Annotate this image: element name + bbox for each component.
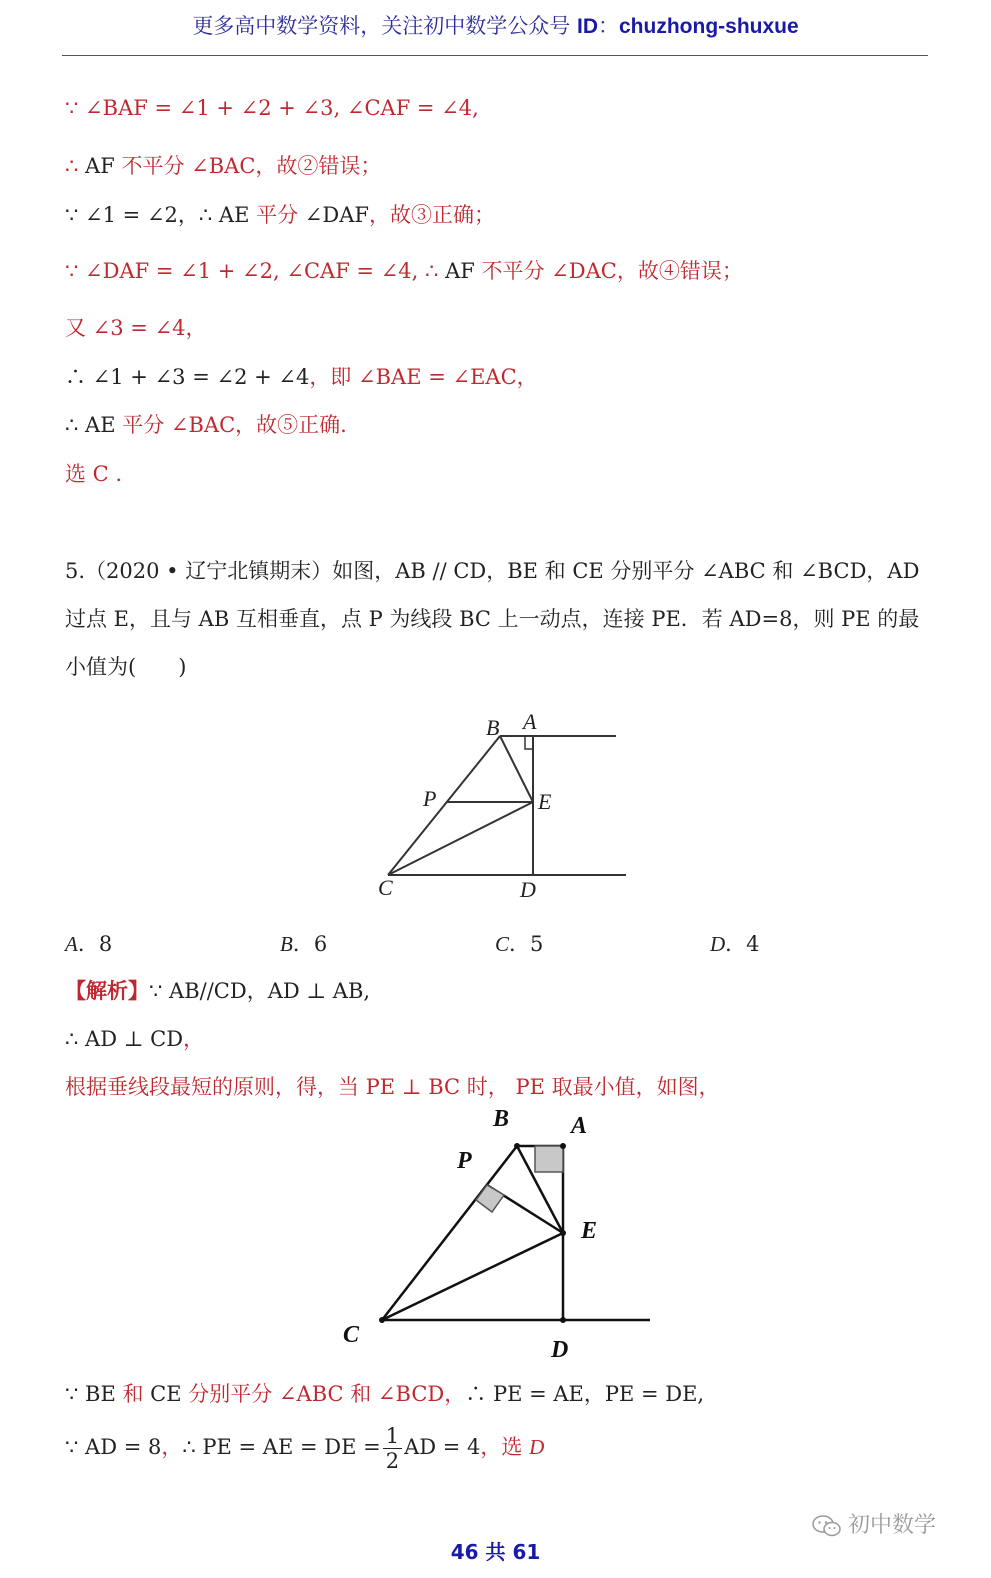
- question-line-1: 5.（2020 • 辽宁北镇期末）如图，AB // CD，BE 和 CE 分别平分 ∠ABC 和 ∠BCD，AD: [65, 559, 920, 583]
- watermark: 初中数学: [812, 1508, 936, 1539]
- fraction-one-half: $\frac{1}{2}$: [383, 1424, 402, 1473]
- point-d: [560, 1317, 566, 1323]
- label-e: E: [581, 1218, 598, 1244]
- right-angle-mark-p: [476, 1185, 504, 1212]
- point-a: [560, 1143, 566, 1149]
- segment-ce: [388, 802, 533, 875]
- option-c: C．5: [495, 932, 544, 956]
- figure-1: [370, 705, 640, 910]
- label-p: P: [457, 1148, 472, 1174]
- header-sep: ：: [598, 14, 619, 38]
- conclusion-line-2: ∵ AD = 8，∴ PE = AE = DE = $\frac{1}{2}$ AD = 4，选 D: [65, 1424, 545, 1473]
- header-account: chuzhong-shuxue: [619, 15, 799, 38]
- point-e: [560, 1230, 566, 1236]
- wechat-icon: [812, 1515, 842, 1537]
- conclusion-line-1: ∵ BE 和 CE 分别平分 ∠ABC 和 ∠BCD，∴ PE = AE，PE = DE,: [65, 1382, 705, 1406]
- segment-bc: [382, 1146, 517, 1320]
- label-b: B: [486, 715, 500, 740]
- analysis-line-3: 根据垂线段最短的原则，得，当 PE ⊥ BC 时， PE 取最小值，如图，: [65, 1075, 720, 1099]
- question-line-2: 过点 E，且与 AB 互相垂直，点 P 为线段 BC 上一动点，连接 PE．若 AD=8，则 PE 的最: [65, 607, 920, 631]
- point-b: [514, 1143, 520, 1149]
- label-b: B: [493, 1106, 510, 1132]
- page-footer: 46 共 61: [450, 1540, 541, 1564]
- analysis-line-2: ∴ AD ⊥ CD，: [65, 1027, 205, 1051]
- page-header: [0, 10, 991, 40]
- prev-line-5: 又 ∠3 = ∠4，: [65, 316, 207, 340]
- option-b: B．6: [280, 932, 328, 956]
- header-id-label: ID: [577, 15, 598, 38]
- label-a: A: [523, 709, 537, 734]
- label-d: D: [551, 1337, 569, 1363]
- prev-line-8: 选 C .: [65, 462, 123, 486]
- prev-line-7: ∴ AE 平分 ∠BAC，故⑤正确.: [65, 413, 347, 437]
- header-divider: [62, 55, 928, 56]
- label-e: E: [538, 789, 552, 814]
- question-line-3: 小值为( ): [65, 655, 187, 679]
- analysis-line-1: 【解析】∵ AB//CD，AD ⊥ AB,: [65, 978, 371, 1003]
- label-c: C: [378, 875, 393, 900]
- option-a: A．8: [65, 932, 113, 956]
- segment-bc: [388, 736, 500, 875]
- prev-line-1: ∵ ∠BAF = ∠1 + ∠2 + ∠3, ∠CAF = ∠4,: [65, 96, 479, 120]
- page-total: 61: [512, 1540, 541, 1564]
- figure-2: [335, 1100, 665, 1370]
- page-number: 46: [450, 1540, 479, 1564]
- prev-line-4: ∵ ∠DAF = ∠1 + ∠2, ∠CAF = ∠4, ∴ AF 不平分 ∠DAC，故④错误；: [65, 259, 743, 283]
- prev-line-6: ∴ ∠1 + ∠3 = ∠2 + ∠4，即 ∠BAE = ∠EAC，: [65, 365, 538, 389]
- point-c: [379, 1317, 385, 1323]
- right-angle-mark-a: [535, 1146, 563, 1172]
- header-text: 更多高中数学资料，关注初中数学公众号: [192, 14, 577, 38]
- label-d: D: [520, 877, 536, 902]
- segment-be: [500, 736, 533, 802]
- segment-ce: [382, 1233, 563, 1320]
- prev-line-2: ∴ AF 不平分 ∠BAC，故②错误；: [65, 154, 382, 178]
- label-p: P: [423, 786, 437, 811]
- label-a: A: [571, 1113, 588, 1139]
- right-angle-mark: [525, 736, 533, 749]
- option-d: D．4: [710, 932, 760, 956]
- prev-line-3: ∵ ∠1 = ∠2，∴ AE 平分 ∠DAF，故③正确；: [65, 203, 495, 227]
- label-c: C: [343, 1322, 360, 1348]
